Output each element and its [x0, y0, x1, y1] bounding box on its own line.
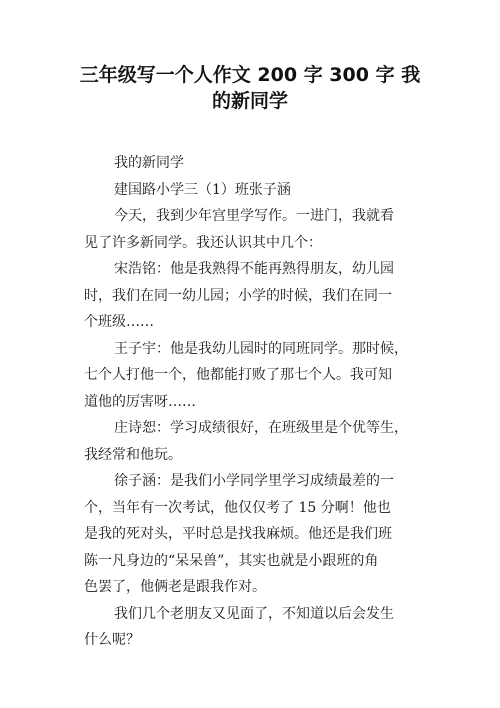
- body-text-line: 色罢了，他俩老是跟我作对。: [84, 579, 266, 595]
- body-text-line: 道他的厉害呀……: [84, 393, 196, 410]
- body-text-line: 庄诗恕：学习成绩很好，在班级里是个优等生，: [114, 420, 408, 436]
- body-text-line: 见了许多新同学。我还认识其中几个：: [84, 234, 322, 251]
- body-text-line: 建国路小学三（1）班张子涵: [114, 181, 291, 198]
- document-body: [84, 150, 424, 654]
- document-title: [60, 62, 440, 114]
- body-text-line: 是我的死对头，平时总是找我麻烦。他还是我们班: [84, 526, 392, 542]
- title-line-2: 的新同学: [211, 90, 288, 112]
- body-text-line: 我的新同学: [114, 155, 184, 171]
- body-text-line: 个，当年有一次考试，他仅仅考了 15 分啊！他也: [84, 499, 391, 516]
- body-text-line: 宋浩铭：他是我熟得不能再熟得朋友，幼儿园: [114, 261, 394, 277]
- body-text-line: 我经常和他玩。: [84, 446, 182, 463]
- title-line-1: 三年级写一个人作文 200 字 300 字 我: [79, 64, 421, 86]
- body-text-line: 时，我们在同一幼儿园；小学的时候，我们在同一: [84, 287, 392, 304]
- body-text-line: 今天，我到少年宫里学写作。一进门，我就看: [114, 208, 394, 224]
- body-text-line: 我们几个老朋友又见面了，不知道以后会发生: [114, 605, 394, 622]
- body-text-line: 个班级……: [84, 314, 154, 330]
- body-text-line: 徐子涵：是我们小学同学里学习成绩最差的一: [114, 473, 394, 489]
- body-text-line: 陈一凡身边的“呆呆兽”，其实也就是小跟班的角: [84, 552, 379, 569]
- body-text-line: 什么呢？: [84, 632, 140, 648]
- body-text-line: 王子宇：他是我幼儿园时的同班同学。那时候，: [114, 340, 408, 357]
- body-text-line: 七个人打他一个，他都能打败了那七个人。我可知: [84, 367, 392, 383]
